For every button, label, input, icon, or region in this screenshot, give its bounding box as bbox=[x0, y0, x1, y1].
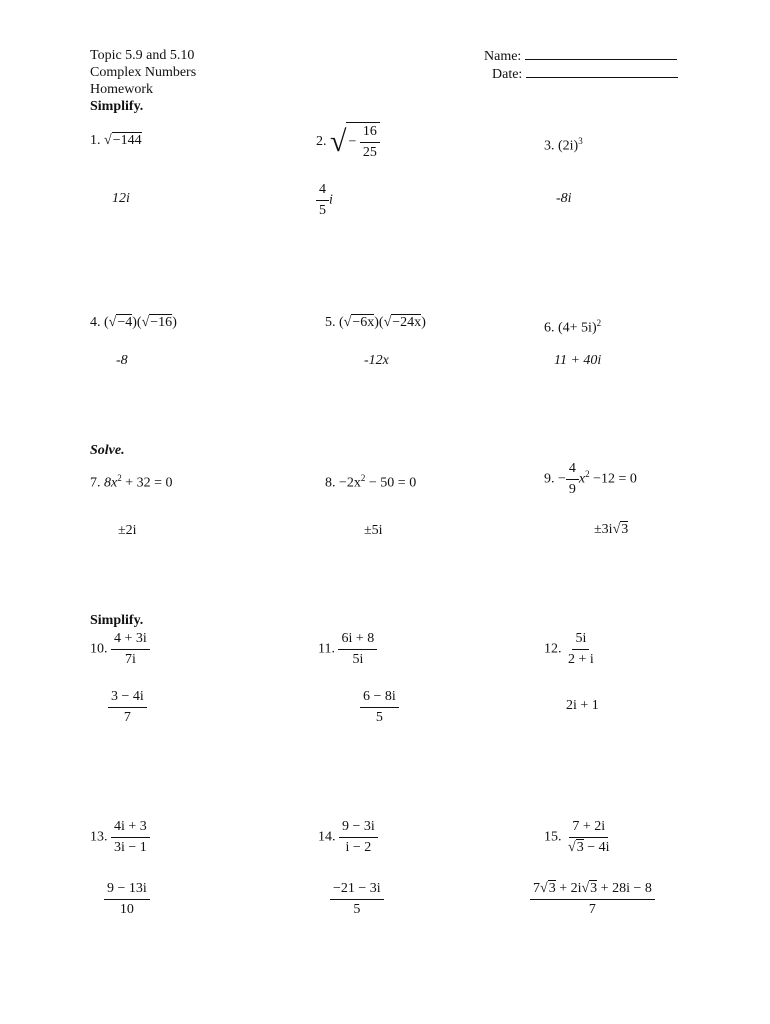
answer-13: $\frac{9 - 13i}{10}$ bbox=[104, 880, 150, 919]
answer-14: $\frac{-21 - 3i}{5}$ bbox=[330, 880, 384, 919]
problem-8: 8. $-2x^2 - 50 = 0$ bbox=[325, 473, 417, 491]
name-blank-line bbox=[525, 47, 677, 60]
answer-15: $\frac{7√3 + 2i√3 + 28i - 8}{7}$ bbox=[530, 880, 655, 919]
problem-6: 6. $(4+ 5i)^2$ bbox=[544, 318, 602, 336]
problem-9: 9. − $\frac{4}{9}$ $x^2 -12 = 0$ bbox=[544, 461, 637, 497]
answer-1: 12i bbox=[112, 191, 130, 206]
problem-3: 3. $(2i)^3$ bbox=[544, 136, 583, 154]
worksheet-header bbox=[90, 47, 196, 115]
problem-15: 15. $\frac{7 + 2i}{√3 - 4i}$ bbox=[544, 819, 610, 855]
answer-6: 11 + 40i bbox=[554, 353, 602, 368]
problem-10: 10. $\frac{4 + 3i}{7i}$ bbox=[90, 630, 150, 669]
problem-1: 1. √−144 bbox=[90, 131, 142, 151]
topic-title: Topic 5.9 and 5.10 bbox=[90, 48, 195, 63]
answer-12: 2i + 1 bbox=[566, 698, 599, 713]
date-label: Date: bbox=[492, 67, 523, 82]
problem-5: 5. (√−6x)(√−24x) bbox=[325, 315, 426, 330]
subject-title: Complex Numbers bbox=[90, 65, 197, 80]
answer-8: ±5i bbox=[364, 523, 383, 538]
answer-4: -8 bbox=[116, 353, 128, 368]
answer-7: ±2i bbox=[118, 523, 137, 538]
assignment-type: Homework bbox=[90, 82, 153, 97]
answer-2: $\frac{4}{5}$ i bbox=[316, 181, 333, 220]
answer-3: -8i bbox=[556, 191, 572, 206]
problem-2: 2. √ − $\frac{16}{25}$ bbox=[316, 122, 380, 162]
problem-4: 4. (√−4)(√−16) bbox=[90, 315, 177, 330]
answer-10: $\frac{3 - 4i}{7}$ bbox=[108, 688, 147, 727]
problem-11: 11. $\frac{6i + 8}{5i}$ bbox=[318, 630, 377, 669]
section-heading-simplify: Simplify. bbox=[90, 99, 144, 114]
answer-11: $\frac{6 - 8i}{5}$ bbox=[360, 688, 399, 727]
problem-14: 14. $\frac{9 - 3i}{i - 2}$ bbox=[318, 818, 378, 857]
problem-7: 7. $8x^2 + 32 = 0$ bbox=[90, 473, 173, 491]
answer-5: -12x bbox=[364, 353, 389, 368]
radical: √−144 bbox=[104, 133, 142, 148]
problem-12: 12. $\frac{5i}{2 + i}$ bbox=[544, 631, 594, 667]
date-blank-line bbox=[526, 65, 678, 78]
name-date-block bbox=[484, 47, 678, 83]
answer-9: ±3i√3 bbox=[594, 522, 629, 537]
section-heading-solve: Solve. bbox=[90, 443, 125, 458]
name-label: Name: bbox=[484, 49, 522, 64]
section-heading-simplify-2: Simplify. bbox=[90, 613, 144, 628]
problem-13: 13. $\frac{4i + 3}{3i - 1}$ bbox=[90, 818, 150, 857]
